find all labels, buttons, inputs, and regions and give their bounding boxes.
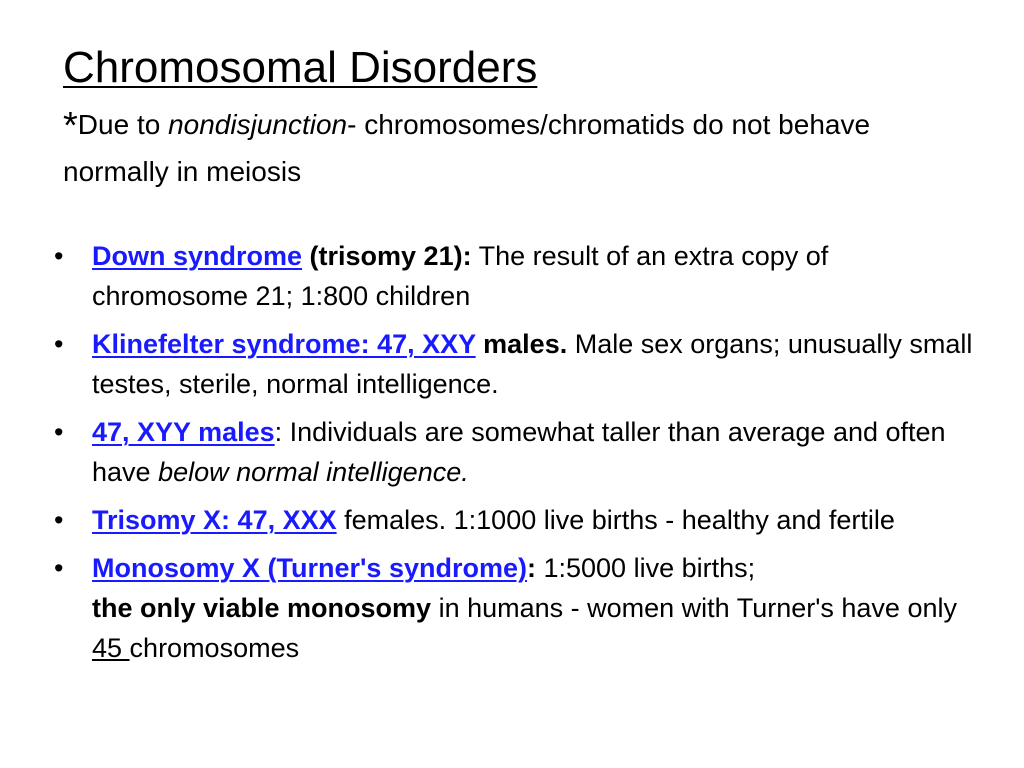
item-text: females. 1:1000 live births - healthy and fertile <box>336 505 895 535</box>
bullet-list <box>54 236 984 676</box>
subtitle-rest: - chromosomes/chromatids do not behave normally in meiosis <box>63 109 871 187</box>
bullet-dot: • <box>54 553 64 583</box>
subtitle-emphasis: nondisjunction <box>168 109 348 140</box>
bullet-dot: • <box>54 329 64 359</box>
list-item <box>54 324 984 404</box>
item-italic: below normal intelligence. <box>158 457 469 487</box>
item-text-3: chromosomes <box>129 633 300 663</box>
term-link-trisomy-x[interactable]: Trisomy X: 47, XXX <box>92 505 337 535</box>
list-item <box>54 236 984 316</box>
item-bold-2: the only viable monosomy <box>92 593 432 623</box>
bullet-dot: • <box>54 505 64 535</box>
term-link-down-syndrome[interactable]: Down syndrome <box>92 241 303 271</box>
item-text: : Individuals are somewhat taller than average and often have <box>92 417 946 487</box>
item-text: The result of an extra copy of chromosome 21; 1:800 children <box>92 241 829 311</box>
list-item <box>54 548 984 668</box>
term-link-xyy-males[interactable]: 47, XYY males <box>92 417 275 447</box>
bullet-dot: • <box>54 417 64 447</box>
item-text-2: in humans - women with Turner's have only <box>431 593 957 623</box>
item-bold: (trisomy 21): <box>302 241 472 271</box>
term-link-monosomy-x[interactable]: Monosomy X (Turner's syndrome) <box>92 553 527 583</box>
subtitle <box>63 102 983 195</box>
page-title: Chromosomal Disorders <box>63 43 538 92</box>
item-text: 1:5000 live births; <box>535 553 756 583</box>
bullet-dot: • <box>54 241 64 271</box>
item-underlined: 45 <box>92 633 130 663</box>
list-item <box>54 412 984 492</box>
term-link-klinefelter[interactable]: Klinefelter syndrome: 47, XXY <box>92 329 476 359</box>
item-bold: males. <box>475 329 568 359</box>
list-item <box>54 500 984 540</box>
title-block <box>63 40 983 195</box>
subtitle-star: * <box>63 105 78 147</box>
item-text: Male sex organs; unusually small testes, sterile, normal intelligence. <box>92 329 973 399</box>
item-bold: : <box>526 553 536 583</box>
subtitle-lead: Due to <box>77 109 169 140</box>
